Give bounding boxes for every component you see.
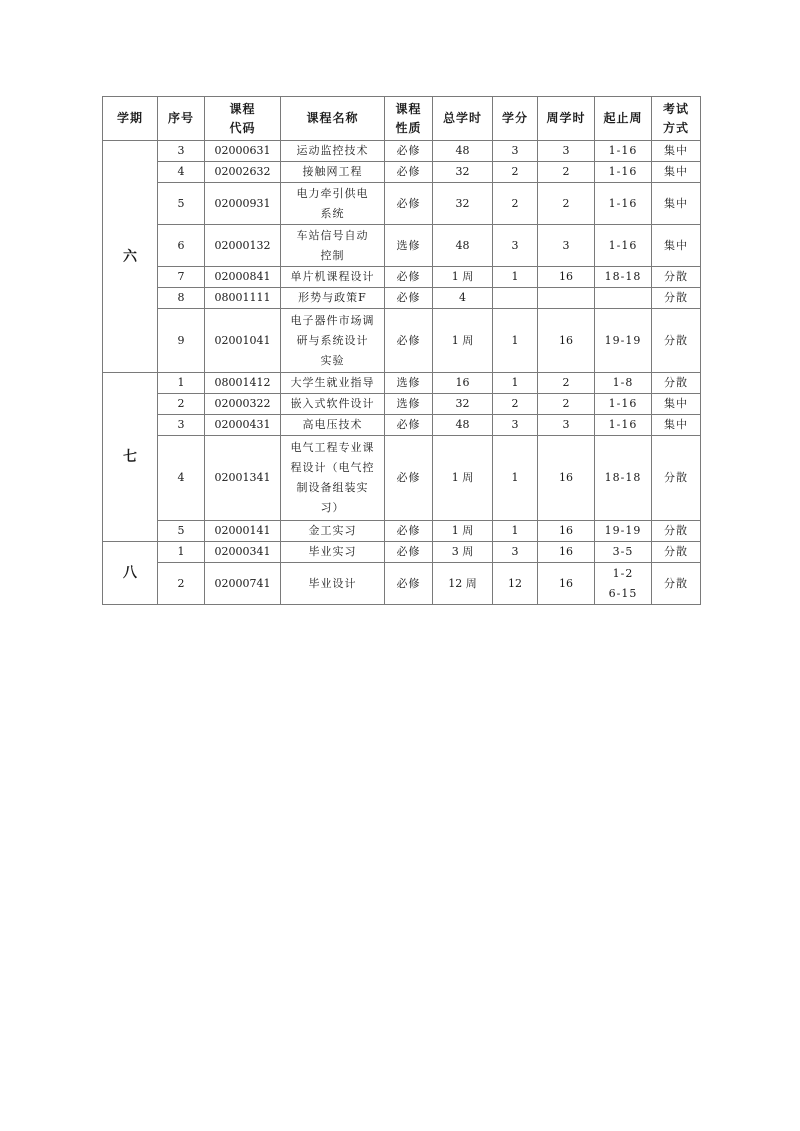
cell-credits: 1 <box>493 436 538 521</box>
table-row <box>103 394 701 415</box>
cell-code: 02000132 <box>205 225 281 267</box>
cell-no: 6 <box>158 225 205 267</box>
cell-code: 02000741 <box>205 563 281 605</box>
cell-total-hours: 48 <box>433 415 493 436</box>
cell-no: 5 <box>158 183 205 225</box>
header-exam: 考试 方式 <box>652 97 701 141</box>
cell-type: 必修 <box>385 183 433 225</box>
cell-total-hours: 32 <box>433 394 493 415</box>
header-weekly-hours: 周学时 <box>538 97 595 141</box>
cell-weekly-hours: 3 <box>538 225 595 267</box>
cell-weekly-hours: 3 <box>538 415 595 436</box>
cell-type: 必修 <box>385 436 433 521</box>
cell-total-hours: 48 <box>433 225 493 267</box>
cell-weeks: 19-19 <box>595 309 652 373</box>
cell-type: 选修 <box>385 373 433 394</box>
cell-weekly-hours: 2 <box>538 183 595 225</box>
cell-exam: 集中 <box>652 141 701 162</box>
cell-exam: 分散 <box>652 542 701 563</box>
cell-code: 02000322 <box>205 394 281 415</box>
header-no: 序号 <box>158 97 205 141</box>
cell-weekly-hours: 2 <box>538 373 595 394</box>
cell-exam: 集中 <box>652 162 701 183</box>
cell-weeks: 3-5 <box>595 542 652 563</box>
cell-type: 选修 <box>385 394 433 415</box>
header-row <box>103 97 701 141</box>
table-row <box>103 183 701 225</box>
cell-no: 3 <box>158 141 205 162</box>
cell-no: 4 <box>158 162 205 183</box>
cell-exam: 集中 <box>652 394 701 415</box>
cell-code: 08001412 <box>205 373 281 394</box>
cell-code: 02000431 <box>205 415 281 436</box>
cell-code: 02001341 <box>205 436 281 521</box>
cell-no: 4 <box>158 436 205 521</box>
cell-weekly-hours: 2 <box>538 162 595 183</box>
cell-no: 3 <box>158 415 205 436</box>
cell-weekly-hours: 16 <box>538 436 595 521</box>
cell-type: 必修 <box>385 309 433 373</box>
cell-name: 电力牵引供电 系统 <box>281 183 385 225</box>
cell-total-hours: 1 周 <box>433 309 493 373</box>
table-header <box>103 97 701 141</box>
cell-weeks: 1-16 <box>595 225 652 267</box>
cell-credits: 2 <box>493 162 538 183</box>
table-row <box>103 225 701 267</box>
cell-type: 选修 <box>385 225 433 267</box>
cell-total-hours: 3 周 <box>433 542 493 563</box>
cell-type: 必修 <box>385 267 433 288</box>
table-row <box>103 162 701 183</box>
table-row <box>103 563 701 605</box>
cell-name: 电气工程专业课 程设计（电气控 制设备组装实 习） <box>281 436 385 521</box>
cell-weekly-hours: 2 <box>538 394 595 415</box>
cell-exam: 分散 <box>652 309 701 373</box>
cell-weekly-hours: 16 <box>538 267 595 288</box>
header-total-hours: 总学时 <box>433 97 493 141</box>
cell-weekly-hours: 16 <box>538 309 595 373</box>
cell-no: 9 <box>158 309 205 373</box>
table-row <box>103 436 701 521</box>
cell-exam: 集中 <box>652 225 701 267</box>
cell-name: 单片机课程设计 <box>281 267 385 288</box>
curriculum-table <box>102 96 701 605</box>
cell-weeks: 1-8 <box>595 373 652 394</box>
cell-name: 嵌入式软件设计 <box>281 394 385 415</box>
cell-type: 必修 <box>385 415 433 436</box>
cell-code: 02000841 <box>205 267 281 288</box>
cell-no: 5 <box>158 521 205 542</box>
table-row <box>103 415 701 436</box>
cell-exam: 分散 <box>652 521 701 542</box>
cell-total-hours: 48 <box>433 141 493 162</box>
cell-exam: 分散 <box>652 563 701 605</box>
cell-name: 车站信号自动 控制 <box>281 225 385 267</box>
cell-name: 大学生就业指导 <box>281 373 385 394</box>
cell-weekly-hours: 16 <box>538 542 595 563</box>
cell-credits: 1 <box>493 373 538 394</box>
table-row <box>103 373 701 394</box>
cell-credits: 1 <box>493 267 538 288</box>
term-cell: 七 <box>103 373 158 542</box>
table-row <box>103 141 701 162</box>
header-weeks: 起止周 <box>595 97 652 141</box>
cell-weeks: 19-19 <box>595 521 652 542</box>
cell-total-hours: 1 周 <box>433 521 493 542</box>
cell-weeks: 1-16 <box>595 183 652 225</box>
cell-total-hours: 12 周 <box>433 563 493 605</box>
table-row <box>103 288 701 309</box>
cell-weekly-hours: 16 <box>538 563 595 605</box>
table-row <box>103 542 701 563</box>
cell-no: 1 <box>158 373 205 394</box>
cell-code: 02001041 <box>205 309 281 373</box>
cell-name: 毕业实习 <box>281 542 385 563</box>
cell-no: 8 <box>158 288 205 309</box>
header-credits: 学分 <box>493 97 538 141</box>
cell-name: 高电压技术 <box>281 415 385 436</box>
cell-type: 必修 <box>385 521 433 542</box>
cell-credits: 1 <box>493 521 538 542</box>
cell-total-hours: 16 <box>433 373 493 394</box>
cell-name: 毕业设计 <box>281 563 385 605</box>
cell-type: 必修 <box>385 162 433 183</box>
cell-weekly-hours: 3 <box>538 141 595 162</box>
cell-weeks: 1-16 <box>595 394 652 415</box>
cell-total-hours: 32 <box>433 162 493 183</box>
header-term: 学期 <box>103 97 158 141</box>
cell-type: 必修 <box>385 288 433 309</box>
cell-credits: 3 <box>493 542 538 563</box>
cell-credits: 3 <box>493 225 538 267</box>
cell-no: 1 <box>158 542 205 563</box>
term-cell: 八 <box>103 542 158 605</box>
cell-credits <box>493 288 538 309</box>
table-body <box>103 141 701 605</box>
cell-name: 金工实习 <box>281 521 385 542</box>
cell-code: 02000931 <box>205 183 281 225</box>
cell-name: 运动监控技术 <box>281 141 385 162</box>
term-cell: 六 <box>103 141 158 373</box>
cell-exam: 分散 <box>652 373 701 394</box>
cell-exam: 分散 <box>652 267 701 288</box>
cell-no: 7 <box>158 267 205 288</box>
cell-weeks: 18-18 <box>595 436 652 521</box>
cell-code: 02002632 <box>205 162 281 183</box>
cell-weeks: 1-16 <box>595 141 652 162</box>
cell-credits: 3 <box>493 141 538 162</box>
cell-exam: 分散 <box>652 288 701 309</box>
cell-total-hours: 32 <box>433 183 493 225</box>
cell-total-hours: 4 <box>433 288 493 309</box>
table-row <box>103 309 701 373</box>
cell-weeks: 1-16 <box>595 162 652 183</box>
cell-credits: 3 <box>493 415 538 436</box>
cell-type: 必修 <box>385 141 433 162</box>
cell-credits: 2 <box>493 183 538 225</box>
cell-type: 必修 <box>385 542 433 563</box>
cell-code: 02000631 <box>205 141 281 162</box>
cell-weeks <box>595 288 652 309</box>
table-row <box>103 267 701 288</box>
cell-no: 2 <box>158 394 205 415</box>
cell-type: 必修 <box>385 563 433 605</box>
cell-exam: 集中 <box>652 415 701 436</box>
cell-name: 接触网工程 <box>281 162 385 183</box>
cell-weeks: 18-18 <box>595 267 652 288</box>
table-row <box>103 521 701 542</box>
cell-total-hours: 1 周 <box>433 267 493 288</box>
cell-exam: 集中 <box>652 183 701 225</box>
header-type: 课程 性质 <box>385 97 433 141</box>
cell-weeks: 1-2 6-15 <box>595 563 652 605</box>
cell-weekly-hours: 16 <box>538 521 595 542</box>
cell-weeks: 1-16 <box>595 415 652 436</box>
header-code: 课程 代码 <box>205 97 281 141</box>
cell-name: 电子器件市场调 研与系统设计 实验 <box>281 309 385 373</box>
cell-total-hours: 1 周 <box>433 436 493 521</box>
cell-code: 02000341 <box>205 542 281 563</box>
cell-weekly-hours <box>538 288 595 309</box>
cell-no: 2 <box>158 563 205 605</box>
header-name: 课程名称 <box>281 97 385 141</box>
cell-credits: 1 <box>493 309 538 373</box>
cell-credits: 12 <box>493 563 538 605</box>
cell-credits: 2 <box>493 394 538 415</box>
cell-code: 02000141 <box>205 521 281 542</box>
cell-exam: 分散 <box>652 436 701 521</box>
cell-code: 08001111 <box>205 288 281 309</box>
cell-name: 形势与政策F <box>281 288 385 309</box>
